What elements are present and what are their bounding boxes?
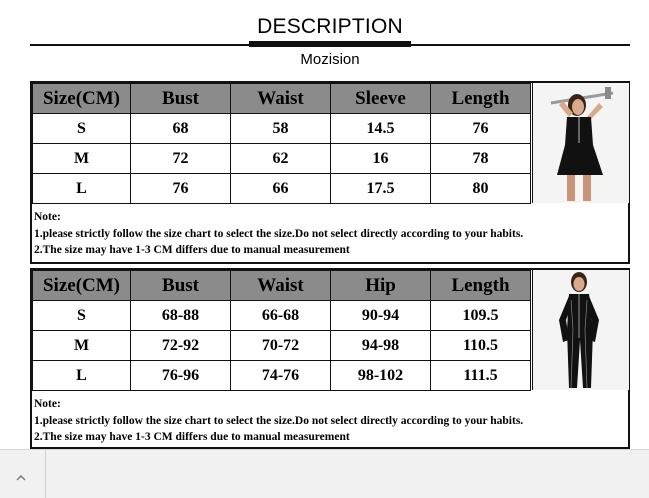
column-header: Sleeve — [331, 84, 431, 114]
size-chart-jumpsuit — [30, 268, 630, 449]
product-photo-jumpsuit — [532, 270, 629, 390]
table-cell: S — [33, 114, 131, 144]
table-cell: 17.5 — [331, 174, 431, 204]
table-cell: 72 — [131, 144, 231, 174]
table-cell: 72-92 — [131, 331, 231, 361]
table-row — [33, 144, 531, 174]
table-cell: 68-88 — [131, 301, 231, 331]
table-header-row — [33, 271, 531, 301]
table-cell: 110.5 — [431, 331, 531, 361]
table-cell: L — [33, 361, 131, 391]
brand-name: Mozision — [300, 51, 360, 68]
table-cell: L — [33, 174, 131, 204]
column-header: Size(CM) — [33, 271, 131, 301]
table-cell: 98-102 — [331, 361, 431, 391]
column-header: Waist — [231, 84, 331, 114]
table-cell: 109.5 — [431, 301, 531, 331]
notes-jumpsuit — [34, 396, 630, 446]
table-cell: 94-98 — [331, 331, 431, 361]
column-header: Length — [431, 84, 531, 114]
table-cell: 14.5 — [331, 114, 431, 144]
page-title: DESCRIPTION — [257, 15, 403, 38]
table-row — [33, 331, 531, 361]
title-accent-bar — [249, 41, 411, 47]
table-row — [33, 174, 531, 204]
table-cell: 76 — [431, 114, 531, 144]
column-header: Length — [431, 271, 531, 301]
column-header: Waist — [231, 271, 331, 301]
toolbar-divider — [45, 450, 46, 498]
notes-dress — [34, 209, 630, 259]
model-dress-image — [533, 83, 629, 203]
bottom-toolbar — [0, 449, 649, 498]
table-cell: 58 — [231, 114, 331, 144]
table-cell: 66-68 — [231, 301, 331, 331]
table-cell: 70-72 — [231, 331, 331, 361]
table-cell: S — [33, 301, 131, 331]
table-cell: 68 — [131, 114, 231, 144]
chevron-up-icon[interactable] — [14, 470, 28, 480]
column-header: Bust — [131, 271, 231, 301]
note-line: 1.please strictly follow the size chart to select the size.Do not select directly according to your habits. — [34, 414, 524, 427]
table-cell: 74-76 — [231, 361, 331, 391]
size-table-jumpsuit — [32, 270, 531, 391]
column-header: Size(CM) — [33, 84, 131, 114]
table-cell: M — [33, 144, 131, 174]
model-jumpsuit-image — [533, 270, 629, 390]
note-heading: Note: — [34, 398, 61, 410]
table-cell: 111.5 — [431, 361, 531, 391]
note-line: 2.The size may have 1-3 CM differs due to manual measurement — [34, 244, 350, 256]
table-header-row — [33, 84, 531, 114]
table-row — [33, 301, 531, 331]
column-header: Bust — [131, 84, 231, 114]
column-header: Hip — [331, 271, 431, 301]
note-line: 2.The size may have 1-3 CM differs due to manual measurement — [34, 431, 350, 443]
size-chart-dress — [30, 81, 630, 264]
table-cell: 66 — [231, 174, 331, 204]
note-heading: Note: — [34, 211, 61, 223]
table-cell: 80 — [431, 174, 531, 204]
table-cell: 62 — [231, 144, 331, 174]
table-cell: 78 — [431, 144, 531, 174]
table-cell: M — [33, 331, 131, 361]
table-cell: 76-96 — [131, 361, 231, 391]
note-line: 1.please strictly follow the size chart to select the size.Do not select directly according to your habits. — [34, 227, 524, 240]
table-cell: 76 — [131, 174, 231, 204]
table-row — [33, 361, 531, 391]
table-row — [33, 114, 531, 144]
table-cell: 90-94 — [331, 301, 431, 331]
product-photo-dress — [532, 83, 629, 203]
size-table-dress — [32, 83, 531, 204]
table-cell: 16 — [331, 144, 431, 174]
